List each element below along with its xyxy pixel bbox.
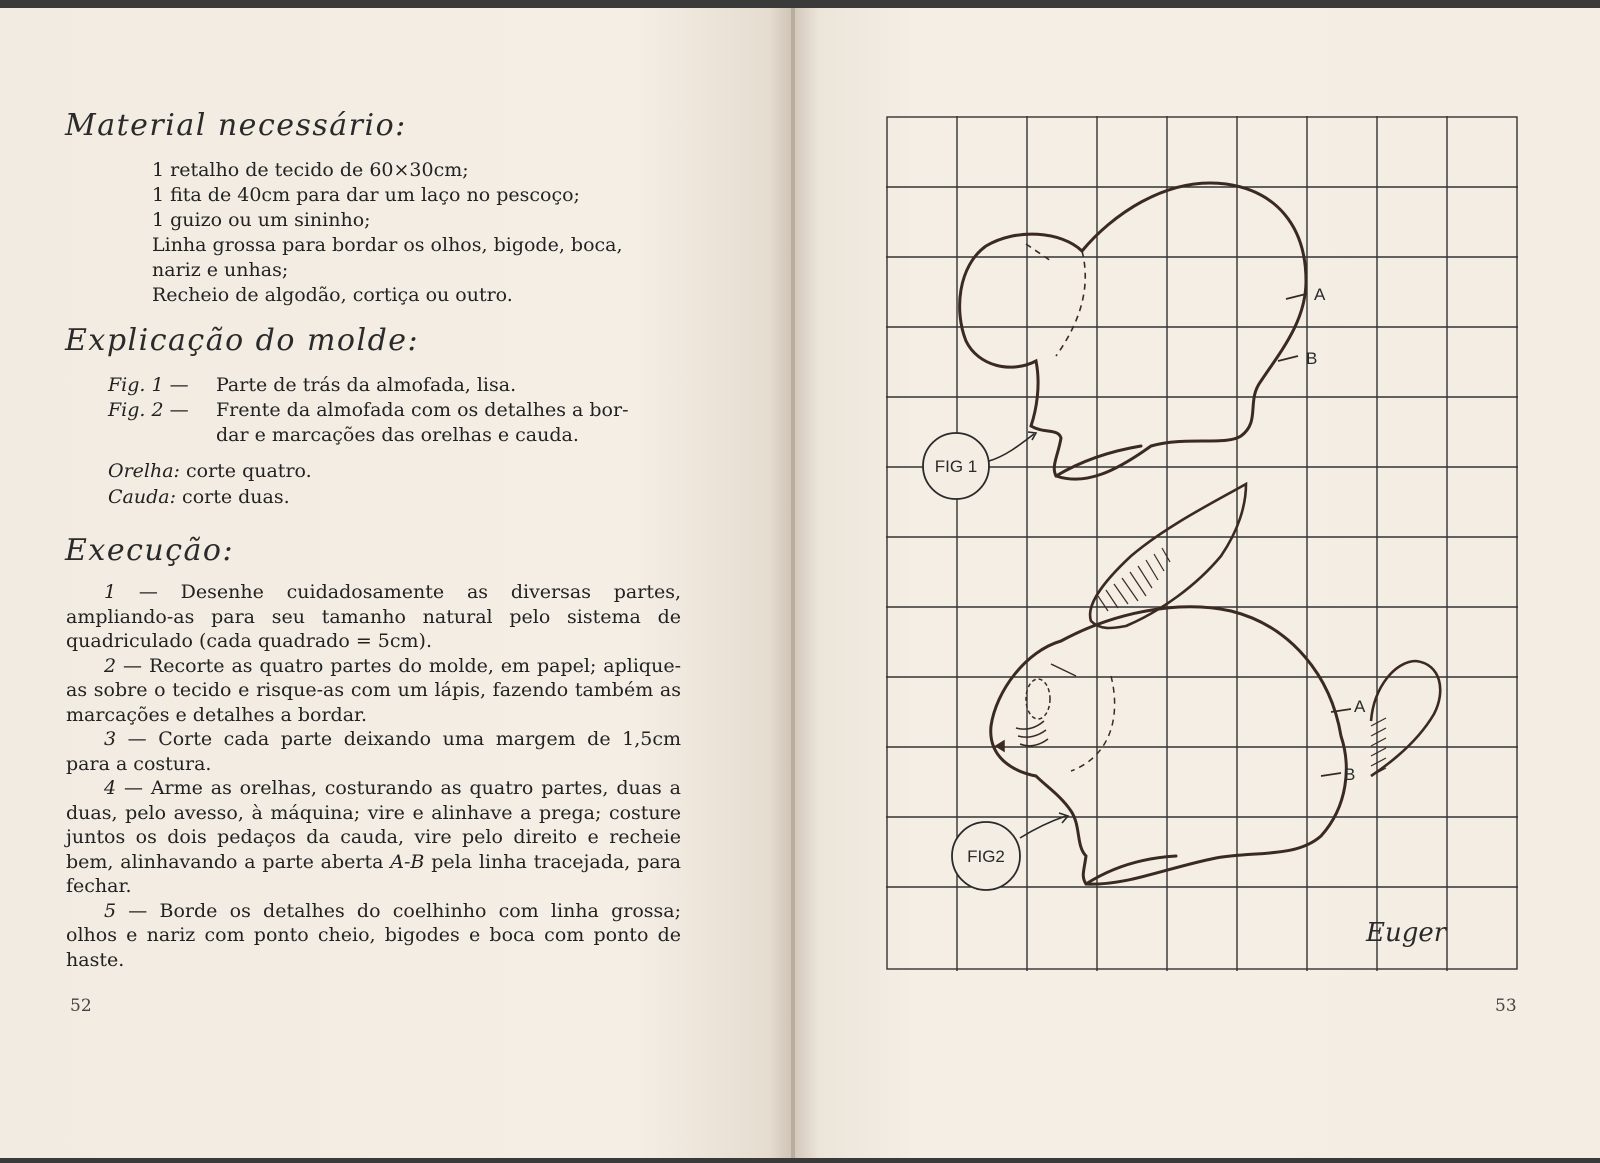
step-text: pela linha tracejada, para fechar. — [66, 850, 681, 897]
orelha-text: corte quatro. — [186, 460, 312, 482]
execucao-heading: Execução: — [65, 533, 235, 568]
material-item: nariz e unhas; — [152, 259, 289, 281]
fig-label: Fig. 2 — [108, 399, 164, 421]
fig1-outline — [960, 183, 1306, 479]
cut-instructions — [108, 458, 312, 510]
step-number: 1 — [104, 581, 117, 603]
fig-dash: — — [169, 399, 189, 421]
step-number: 2 — [104, 654, 117, 677]
material-item: 1 guizo ou um sininho; — [152, 209, 371, 231]
step — [66, 899, 681, 973]
step-italic: A-B — [390, 850, 425, 873]
step-number: 3 — [104, 728, 117, 750]
fig2-body — [991, 607, 1347, 884]
cauda-label: Cauda: — [108, 486, 176, 508]
fig2-label-b: B — [1344, 765, 1356, 784]
material-heading: Material necessário: — [65, 108, 407, 143]
fig-label: Fig. 1 — [108, 374, 164, 396]
fig1-badge — [923, 432, 1036, 499]
page-number-right: 53 — [1495, 996, 1517, 1016]
fig1-label-b: B — [1306, 349, 1318, 368]
fig-text: dar e marcações das orelhas e cauda. — [216, 424, 579, 446]
artist-signature: Euger — [1366, 918, 1447, 948]
orelha-label: Orelha: — [108, 460, 180, 482]
step — [66, 727, 681, 776]
fig1-label-a: A — [1314, 285, 1326, 304]
material-item: Recheio de algodão, cortiça ou outro. — [152, 284, 513, 306]
pattern-drawing — [886, 116, 1518, 971]
execucao-steps — [66, 580, 681, 972]
fig-row — [108, 373, 683, 398]
fig1-dashes — [1026, 244, 1085, 356]
step — [66, 654, 681, 728]
step-number: 4 — [104, 777, 117, 799]
step-text: — Desenhe cuidadosamente as diversas partes, ampliando-as para seu tamanho natural pelo sistema de quadriculado (cada quadrado = 5cm). — [66, 581, 681, 652]
step — [66, 776, 681, 899]
material-item: 1 fita de 40cm para dar um laço no pescoço; — [152, 184, 580, 206]
step-text: — Corte cada parte deixando uma margem de 1,5cm para a costura. — [66, 728, 681, 775]
svg-text:FIG2: FIG2 — [967, 847, 1005, 866]
step-text: — Recorte as quatro partes do molde, em papel; aplique-as sobre o tecido e risque-as com um lápis, fazendo também as marcações e detalhes a bordar. — [66, 654, 681, 726]
step-text: — Arme as orelhas, costurando as quatro partes, duas a duas, pelo avesso, à máquina; vire e alinhave a prega; costure juntos os dois pedaços da cauda, vire pelo direito e recheie bem, alinhavando a parte aberta — [66, 777, 681, 873]
material-list — [152, 158, 682, 308]
step-number: 5 — [104, 899, 117, 922]
fig-text: Parte de trás da almofada, lisa. — [216, 374, 517, 396]
fig2-tail — [1371, 661, 1440, 776]
material-item: Linha grossa para bordar os olhos, bigode, boca, — [152, 234, 623, 256]
step-text: — Borde os detalhes do coelhinho com linha grossa; olhos e nariz com ponto cheio, bigodes e boca com ponto de haste. — [66, 899, 681, 971]
explicacao-heading: Explicação do molde: — [65, 323, 420, 358]
pattern-grid — [886, 116, 1518, 971]
fig2-badge — [952, 813, 1068, 890]
cauda-text: corte duas. — [182, 486, 290, 508]
page-number-left: 52 — [70, 996, 92, 1016]
fig-row — [108, 398, 683, 448]
fig-list — [108, 373, 683, 448]
fig-dash: — — [169, 374, 189, 396]
material-item: 1 retalho de tecido de 60×30cm; — [152, 159, 469, 181]
left-page — [0, 8, 792, 1158]
svg-text:FIG 1: FIG 1 — [934, 457, 978, 476]
fig2-label-a: A — [1354, 697, 1366, 716]
step — [66, 580, 681, 654]
fig-text: Frente da almofada com os detalhes a bor- — [216, 399, 629, 421]
